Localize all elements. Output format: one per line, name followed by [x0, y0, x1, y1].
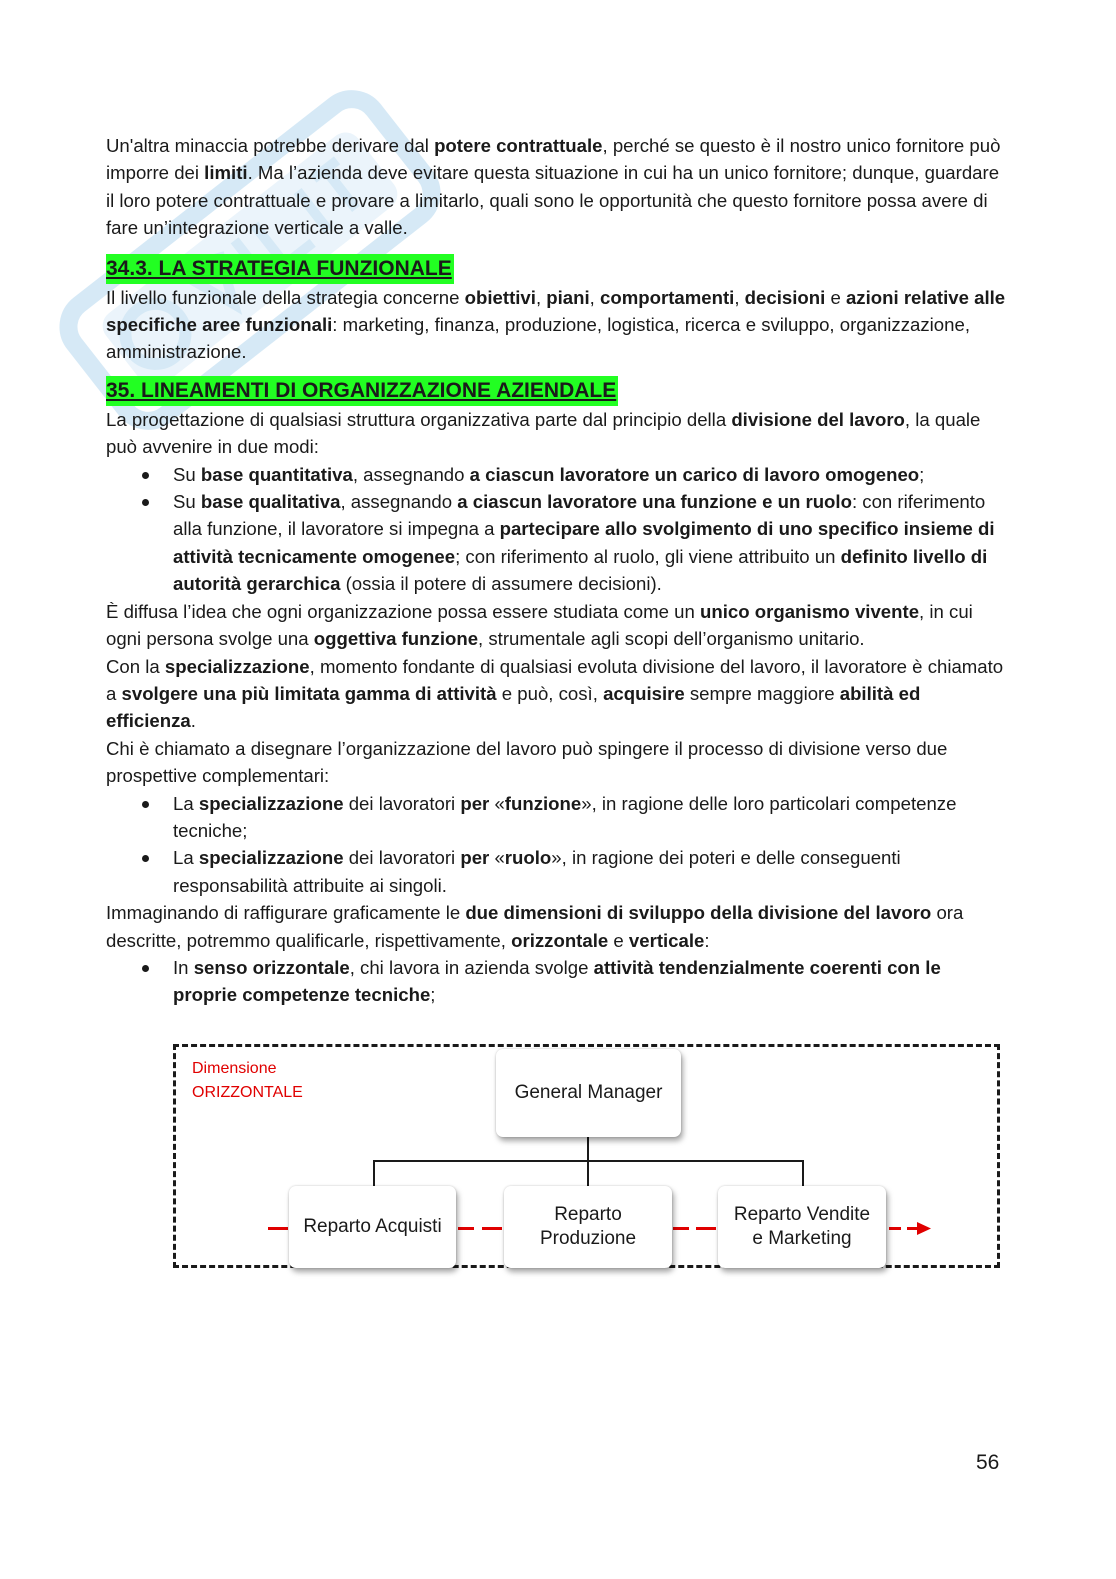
connector-left-drop — [373, 1160, 375, 1186]
arrow-segment — [673, 1227, 689, 1230]
paragraph-perspectives: Chi è chiamato a disegnare l’organizzazione del lavoro può spingere il processo di divisione verso due prospettive complementari: — [106, 737, 948, 787]
list-division-modes — [106, 461, 1006, 598]
list-item: Su base quantitativa, assegnando a ciascun lavoratore un carico di lavoro omogeneo; — [173, 461, 1006, 488]
list-item: In senso orizzontale, chi lavora in azienda svolge attività tendenzialmente coerenti con le proprie competenze tecniche; — [173, 954, 1006, 1009]
connector-right-drop — [802, 1160, 804, 1186]
list-item: La specializzazione dei lavoratori per «funzione», in ragione delle loro particolari competenze tecniche; — [173, 790, 1006, 845]
list-perspectives — [106, 790, 1006, 900]
page-number: 56 — [976, 1451, 1000, 1474]
node-general-manager: General Manager — [496, 1049, 681, 1137]
arrow-segment — [696, 1227, 716, 1230]
paragraph-functional-strategy: Il livello funzionale della strategia concerne obiettivi, piani, comportamenti, decisioni e azioni relative alle specifiche aree funzionali: marketing, finanza, produzione, logistica, ricerca e sviluppo, organizzazione, amministrazione. — [106, 286, 1006, 363]
connector-center-drop — [587, 1160, 589, 1186]
paragraph-dimensions: Immaginando di raffigurare graficamente le due dimensioni di sviluppo della divisione del lavoro ora descritte, potremmo qualificarle, rispettivamente, orizzontale e verticale: — [106, 902, 964, 951]
heading-functional-strategy: 34.3. LA STRATEGIA FUNZIONALE — [106, 254, 454, 284]
heading-organization-outline: 35. LINEAMENTI DI ORGANIZZAZIONE AZIENDALE — [106, 376, 618, 406]
arrow-segment — [482, 1227, 502, 1230]
paragraph-supplier-threat: Un'altra minaccia potrebbe derivare dal potere contrattuale, perché se questo è il nostro unico fornitore può imporre dei limiti. Ma l’azienda deve evitare questa situazione in cui ha un unico fornitore; dunque, guardare il loro potere contrattuale e provare a limitarlo, quali sono le opportunità che questo fornitore possa avere di fare un’integrazione verticale a valle. — [106, 135, 1001, 239]
node-reparto-produzione: Reparto Produzione — [504, 1186, 672, 1268]
list-item: La specializzazione dei lavoratori per «ruolo», in ragione dei poteri e delle conseguenti responsabilità attribuite ai singoli. — [173, 844, 1006, 899]
node-reparto-acquisti: Reparto Acquisti — [289, 1186, 456, 1268]
arrow-segment — [268, 1227, 288, 1230]
arrow-segment — [889, 1227, 901, 1230]
org-chart-horizontal — [173, 1044, 1000, 1268]
arrow-segment — [458, 1227, 474, 1230]
connector-vertical-top — [587, 1137, 589, 1162]
paragraph-organism: È diffusa l’idea che ogni organizzazione possa essere studiata come un unico organismo vivente, in cui ogni persona svolge una oggettiva funzione, strumentale agli scopi dell’organismo unitario. — [106, 600, 973, 650]
paragraph-specialization: Con la specializzazione, momento fondante di qualsiasi evoluta divisione del lavoro, il lavoratore è chiamato a svolgere una più limitata gamma di attività e può, così, acquisire sempre maggiore abilità ed efficienza. — [106, 655, 1004, 732]
document-body — [106, 132, 1006, 1009]
paragraph-division-of-labor: La progettazione di qualsiasi struttura organizzativa parte dal principio della divisione del lavoro, la quale può avvenire in due modi: — [106, 408, 981, 458]
node-reparto-vendite: Reparto Vendite e Marketing — [718, 1186, 886, 1268]
list-dimensions — [106, 954, 1006, 1009]
arrow-head-icon — [917, 1222, 931, 1235]
dimension-label: Dimensione ORIZZONTALE — [192, 1060, 303, 1101]
list-item: Su base qualitativa, assegnando a ciascun lavoratore una funzione e un ruolo: con riferimento alla funzione, il lavoratore si impegna a partecipare allo svolgimento di uno specifico insieme di attività tecnicamente omogenee; con riferimento al ruolo, gli viene attribuito un definito livello di autorità gerarchica (ossia il potere di assumere decisioni). — [173, 488, 1006, 598]
